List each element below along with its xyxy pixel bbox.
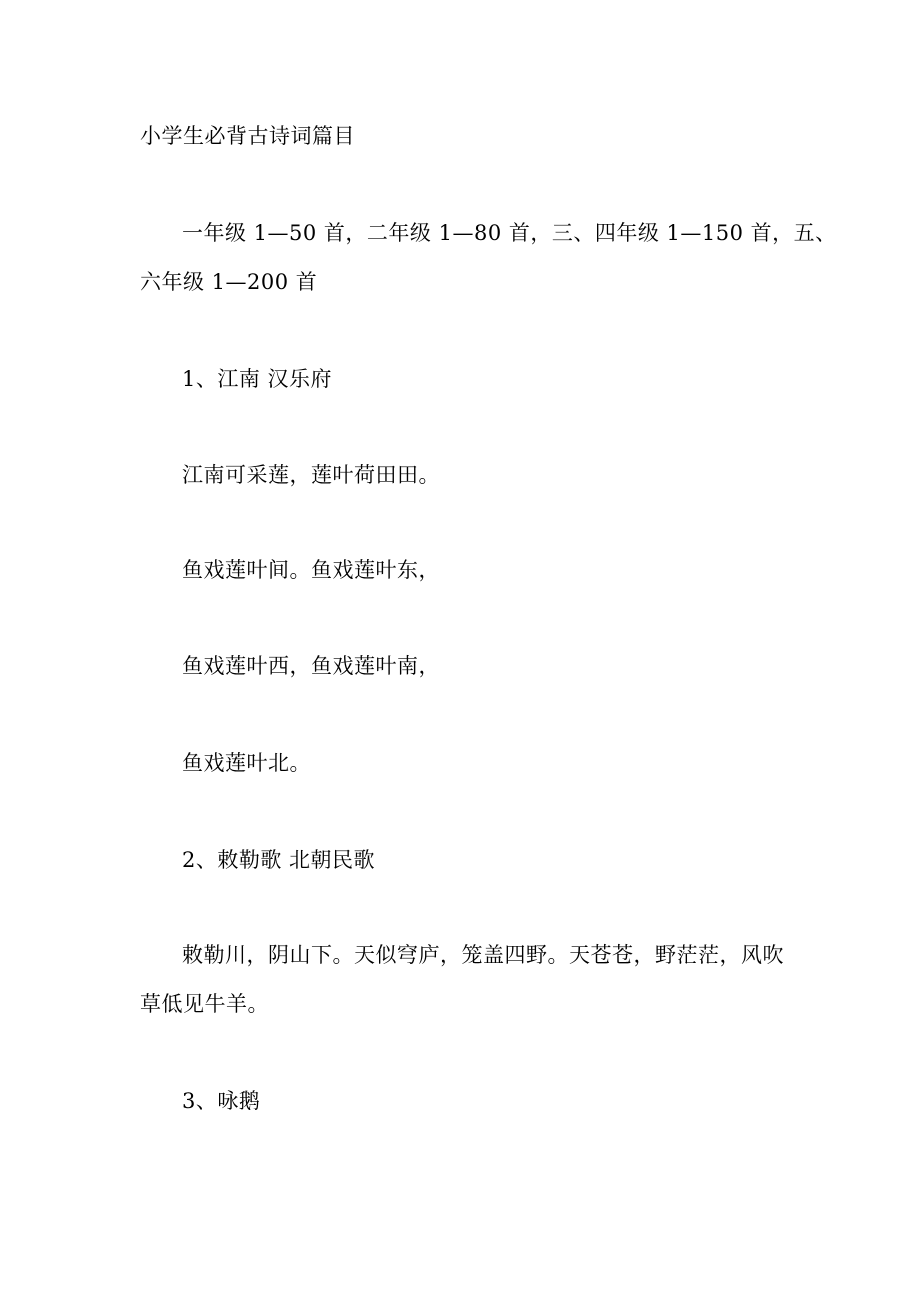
poem-heading-2: 2、敕勒歌 北朝民歌 (182, 848, 376, 872)
poem-heading-1: 1、江南 汉乐府 (182, 367, 333, 391)
poem-line: 鱼戏莲叶北。 (182, 751, 311, 775)
poem-line: 江南可采莲，莲叶荷田田。 (182, 463, 440, 487)
poem-line: 草低见牛羊。 (140, 992, 269, 1016)
intro-line-1: 一年级 1—50 首，二年级 1—80 首，三、四年级 1—150 首，五、 (182, 221, 837, 245)
poem-heading-3: 3、咏鹅 (182, 1089, 261, 1113)
document-title: 小学生必背古诗词篇目 (140, 124, 355, 148)
intro-line-2: 六年级 1—200 首 (140, 270, 318, 294)
poem-line: 鱼戏莲叶间。鱼戏莲叶东， (182, 558, 440, 582)
poem-line: 鱼戏莲叶西，鱼戏莲叶南， (182, 654, 440, 678)
poem-line: 敕勒川，阴山下。天似穹庐，笼盖四野。天苍苍，野茫茫，风吹 (182, 943, 784, 967)
